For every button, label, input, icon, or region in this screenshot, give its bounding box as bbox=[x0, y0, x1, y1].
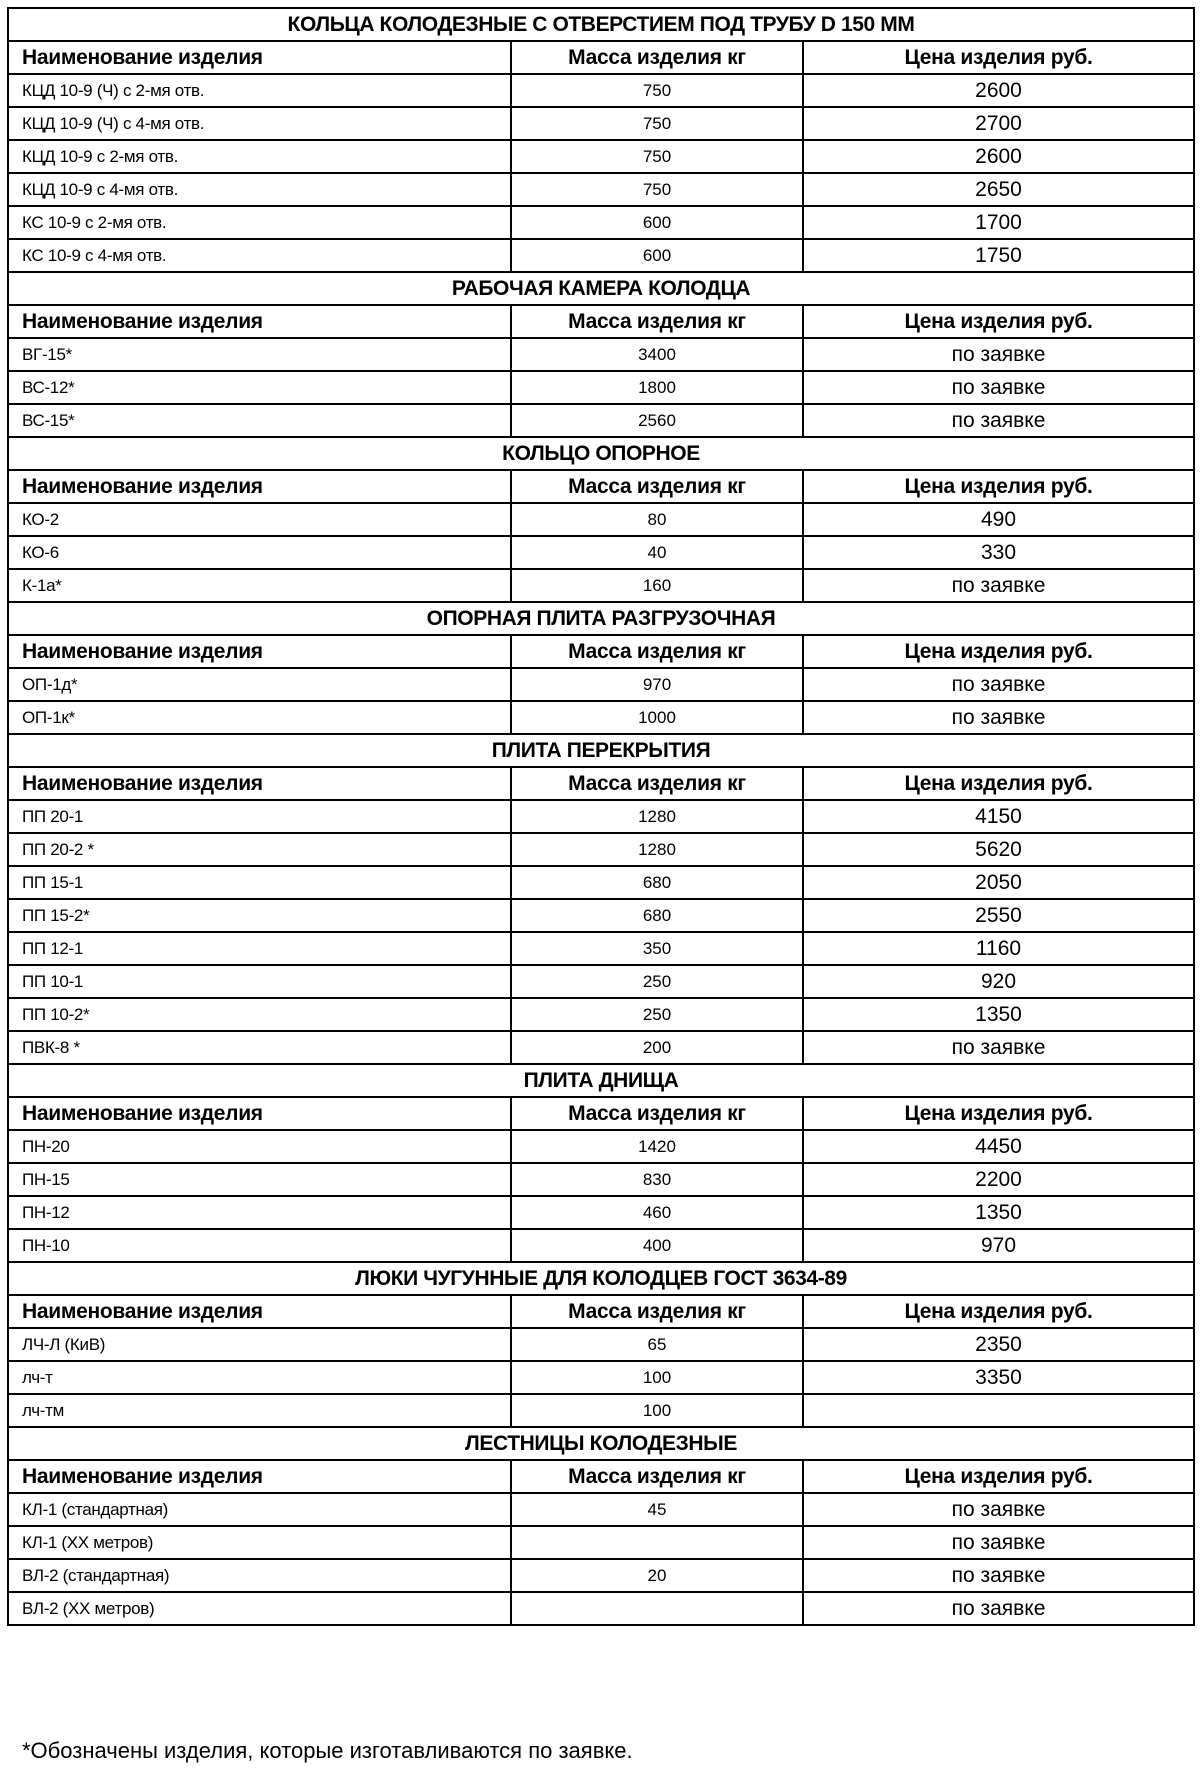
header-price: Цена изделия руб. bbox=[803, 1460, 1194, 1493]
header-name: Наименование изделия bbox=[8, 41, 511, 74]
section-title-row bbox=[8, 272, 1194, 305]
product-name: ЛЧ-Л (КиВ) bbox=[8, 1328, 511, 1361]
header-name: Наименование изделия bbox=[8, 305, 511, 338]
table-row bbox=[8, 1592, 1194, 1625]
product-price: 2050 bbox=[803, 866, 1194, 899]
table-row bbox=[8, 1526, 1194, 1559]
product-price: по заявке bbox=[803, 1559, 1194, 1592]
product-mass: 1280 bbox=[511, 833, 803, 866]
product-price: 490 bbox=[803, 503, 1194, 536]
product-name: КЛ-1 (стандартная) bbox=[8, 1493, 511, 1526]
product-name: лч-тм bbox=[8, 1394, 511, 1427]
product-name: ПП 20-1 bbox=[8, 800, 511, 833]
product-price: 2650 bbox=[803, 173, 1194, 206]
product-name: КЛ-1 (ХХ метров) bbox=[8, 1526, 511, 1559]
product-price: 2600 bbox=[803, 74, 1194, 107]
product-price: 1700 bbox=[803, 206, 1194, 239]
product-mass: 200 bbox=[511, 1031, 803, 1064]
header-name: Наименование изделия bbox=[8, 1097, 511, 1130]
table-row bbox=[8, 404, 1194, 437]
product-mass: 600 bbox=[511, 206, 803, 239]
product-mass: 65 bbox=[511, 1328, 803, 1361]
table-row bbox=[8, 140, 1194, 173]
product-mass: 40 bbox=[511, 536, 803, 569]
section-title: КОЛЬЦО ОПОРНОЕ bbox=[8, 437, 1194, 470]
product-mass: 400 bbox=[511, 1229, 803, 1262]
product-name: ПП 15-1 bbox=[8, 866, 511, 899]
header-price: Цена изделия руб. bbox=[803, 1097, 1194, 1130]
product-price: по заявке bbox=[803, 1493, 1194, 1526]
table-row bbox=[8, 1361, 1194, 1394]
section-title: ЛЕСТНИЦЫ КОЛОДЕЗНЫЕ bbox=[8, 1427, 1194, 1460]
header-price: Цена изделия руб. bbox=[803, 305, 1194, 338]
table-row bbox=[8, 866, 1194, 899]
product-name: ВЛ-2 (стандартная) bbox=[8, 1559, 511, 1592]
product-price: 2200 bbox=[803, 1163, 1194, 1196]
product-mass: 970 bbox=[511, 668, 803, 701]
section-title: ЛЮКИ ЧУГУННЫЕ ДЛЯ КОЛОДЦЕВ ГОСТ 3634-89 bbox=[8, 1262, 1194, 1295]
product-price: по заявке bbox=[803, 701, 1194, 734]
product-price: 2350 bbox=[803, 1328, 1194, 1361]
product-name: лч-т bbox=[8, 1361, 511, 1394]
product-name: ПП 20-2 * bbox=[8, 833, 511, 866]
product-name: КО-2 bbox=[8, 503, 511, 536]
footnote: *Обозначены изделия, которые изготавливаются по заявке. bbox=[22, 1738, 633, 1763]
column-header-row bbox=[8, 470, 1194, 503]
product-price: 5620 bbox=[803, 833, 1194, 866]
product-mass: 20 bbox=[511, 1559, 803, 1592]
product-mass: 460 bbox=[511, 1196, 803, 1229]
table-row bbox=[8, 239, 1194, 272]
product-mass: 1420 bbox=[511, 1130, 803, 1163]
product-mass: 750 bbox=[511, 140, 803, 173]
table-row bbox=[8, 503, 1194, 536]
header-mass: Масса изделия кг bbox=[511, 1097, 803, 1130]
product-name: ОП-1к* bbox=[8, 701, 511, 734]
product-mass: 750 bbox=[511, 74, 803, 107]
product-price: 4450 bbox=[803, 1130, 1194, 1163]
product-price bbox=[803, 1394, 1194, 1427]
column-header-row bbox=[8, 1097, 1194, 1130]
section-title-row bbox=[8, 8, 1194, 41]
product-mass: 680 bbox=[511, 899, 803, 932]
product-mass: 1280 bbox=[511, 800, 803, 833]
product-price: по заявке bbox=[803, 1526, 1194, 1559]
section-title-row bbox=[8, 1064, 1194, 1097]
price-table-body bbox=[8, 8, 1194, 1625]
column-header-row bbox=[8, 305, 1194, 338]
header-mass: Масса изделия кг bbox=[511, 41, 803, 74]
table-row bbox=[8, 1196, 1194, 1229]
table-row bbox=[8, 173, 1194, 206]
product-mass: 750 bbox=[511, 173, 803, 206]
product-mass: 100 bbox=[511, 1361, 803, 1394]
table-row bbox=[8, 932, 1194, 965]
header-mass: Масса изделия кг bbox=[511, 635, 803, 668]
header-name: Наименование изделия bbox=[8, 470, 511, 503]
table-row bbox=[8, 998, 1194, 1031]
product-price: по заявке bbox=[803, 371, 1194, 404]
product-name: ПН-20 bbox=[8, 1130, 511, 1163]
table-row bbox=[8, 1229, 1194, 1262]
section-title: ПЛИТА ДНИЩА bbox=[8, 1064, 1194, 1097]
product-name: КО-6 bbox=[8, 536, 511, 569]
product-name: КС 10-9 с 4-мя отв. bbox=[8, 239, 511, 272]
product-name: ПП 10-2* bbox=[8, 998, 511, 1031]
header-name: Наименование изделия bbox=[8, 635, 511, 668]
product-mass: 2560 bbox=[511, 404, 803, 437]
table-row bbox=[8, 1394, 1194, 1427]
product-price: 970 bbox=[803, 1229, 1194, 1262]
header-name: Наименование изделия bbox=[8, 1295, 511, 1328]
section-title: КОЛЬЦА КОЛОДЕЗНЫЕ С ОТВЕРСТИЕМ ПОД ТРУБУ D 150 ММ bbox=[8, 8, 1194, 41]
product-price: 2550 bbox=[803, 899, 1194, 932]
header-price: Цена изделия руб. bbox=[803, 635, 1194, 668]
header-name: Наименование изделия bbox=[8, 767, 511, 800]
product-name: ПВК-8 * bbox=[8, 1031, 511, 1064]
product-mass: 600 bbox=[511, 239, 803, 272]
table-row bbox=[8, 800, 1194, 833]
product-price: 4150 bbox=[803, 800, 1194, 833]
product-price: 1350 bbox=[803, 1196, 1194, 1229]
column-header-row bbox=[8, 41, 1194, 74]
product-name: ПП 12-1 bbox=[8, 932, 511, 965]
product-mass: 350 bbox=[511, 932, 803, 965]
table-row bbox=[8, 107, 1194, 140]
table-row bbox=[8, 1163, 1194, 1196]
product-mass: 250 bbox=[511, 998, 803, 1031]
product-price: по заявке bbox=[803, 404, 1194, 437]
product-price: 1160 bbox=[803, 932, 1194, 965]
product-mass: 80 bbox=[511, 503, 803, 536]
product-name: КЦД 10-9 с 2-мя отв. bbox=[8, 140, 511, 173]
table-row bbox=[8, 1130, 1194, 1163]
product-mass: 3400 bbox=[511, 338, 803, 371]
table-row bbox=[8, 1031, 1194, 1064]
product-name: ПН-10 bbox=[8, 1229, 511, 1262]
table-row bbox=[8, 833, 1194, 866]
product-name: К-1а* bbox=[8, 569, 511, 602]
section-title: РАБОЧАЯ КАМЕРА КОЛОДЦА bbox=[8, 272, 1194, 305]
section-title: ПЛИТА ПЕРЕКРЫТИЯ bbox=[8, 734, 1194, 767]
product-name: ПП 15-2* bbox=[8, 899, 511, 932]
product-price: по заявке bbox=[803, 338, 1194, 371]
table-row bbox=[8, 569, 1194, 602]
product-mass: 160 bbox=[511, 569, 803, 602]
product-name: ВГ-15* bbox=[8, 338, 511, 371]
section-title-row bbox=[8, 1427, 1194, 1460]
column-header-row bbox=[8, 1295, 1194, 1328]
table-row bbox=[8, 701, 1194, 734]
product-price: по заявке bbox=[803, 569, 1194, 602]
product-mass: 1800 bbox=[511, 371, 803, 404]
header-mass: Масса изделия кг bbox=[511, 1295, 803, 1328]
product-mass: 1000 bbox=[511, 701, 803, 734]
product-price: по заявке bbox=[803, 668, 1194, 701]
product-name: КС 10-9 с 2-мя отв. bbox=[8, 206, 511, 239]
product-mass: 100 bbox=[511, 1394, 803, 1427]
section-title-row bbox=[8, 734, 1194, 767]
product-price: 2600 bbox=[803, 140, 1194, 173]
column-header-row bbox=[8, 635, 1194, 668]
product-name: КЦД 10-9 с 4-мя отв. bbox=[8, 173, 511, 206]
section-title-row bbox=[8, 437, 1194, 470]
table-row bbox=[8, 668, 1194, 701]
table-row bbox=[8, 74, 1194, 107]
header-mass: Масса изделия кг bbox=[511, 767, 803, 800]
table-row bbox=[8, 965, 1194, 998]
header-price: Цена изделия руб. bbox=[803, 470, 1194, 503]
column-header-row bbox=[8, 1460, 1194, 1493]
table-row bbox=[8, 1493, 1194, 1526]
product-name: ВЛ-2 (ХХ метров) bbox=[8, 1592, 511, 1625]
table-row bbox=[8, 899, 1194, 932]
table-row bbox=[8, 206, 1194, 239]
section-title: ОПОРНАЯ ПЛИТА РАЗГРУЗОЧНАЯ bbox=[8, 602, 1194, 635]
table-row bbox=[8, 338, 1194, 371]
table-row bbox=[8, 536, 1194, 569]
product-name: ПП 10-1 bbox=[8, 965, 511, 998]
product-name: ВС-12* bbox=[8, 371, 511, 404]
column-header-row bbox=[8, 767, 1194, 800]
product-price: 1350 bbox=[803, 998, 1194, 1031]
header-price: Цена изделия руб. bbox=[803, 41, 1194, 74]
product-mass: 750 bbox=[511, 107, 803, 140]
product-price: 330 bbox=[803, 536, 1194, 569]
table-row bbox=[8, 371, 1194, 404]
header-mass: Масса изделия кг bbox=[511, 470, 803, 503]
product-price: 920 bbox=[803, 965, 1194, 998]
section-title-row bbox=[8, 602, 1194, 635]
product-mass: 45 bbox=[511, 1493, 803, 1526]
product-price: 2700 bbox=[803, 107, 1194, 140]
product-mass: 830 bbox=[511, 1163, 803, 1196]
product-mass bbox=[511, 1526, 803, 1559]
product-price: по заявке bbox=[803, 1592, 1194, 1625]
product-name: ПН-15 bbox=[8, 1163, 511, 1196]
header-mass: Масса изделия кг bbox=[511, 305, 803, 338]
header-name: Наименование изделия bbox=[8, 1460, 511, 1493]
product-mass: 250 bbox=[511, 965, 803, 998]
product-price: 1750 bbox=[803, 239, 1194, 272]
product-name: ОП-1д* bbox=[8, 668, 511, 701]
product-name: КЦД 10-9 (Ч) с 2-мя отв. bbox=[8, 74, 511, 107]
product-price: 3350 bbox=[803, 1361, 1194, 1394]
header-mass: Масса изделия кг bbox=[511, 1460, 803, 1493]
header-price: Цена изделия руб. bbox=[803, 1295, 1194, 1328]
table-row bbox=[8, 1328, 1194, 1361]
product-mass: 680 bbox=[511, 866, 803, 899]
product-price: по заявке bbox=[803, 1031, 1194, 1064]
header-price: Цена изделия руб. bbox=[803, 767, 1194, 800]
price-table bbox=[7, 7, 1195, 1626]
product-name: КЦД 10-9 (Ч) с 4-мя отв. bbox=[8, 107, 511, 140]
product-name: ПН-12 bbox=[8, 1196, 511, 1229]
product-name: ВС-15* bbox=[8, 404, 511, 437]
table-row bbox=[8, 1559, 1194, 1592]
price-list bbox=[7, 7, 1193, 1626]
product-mass bbox=[511, 1592, 803, 1625]
section-title-row bbox=[8, 1262, 1194, 1295]
